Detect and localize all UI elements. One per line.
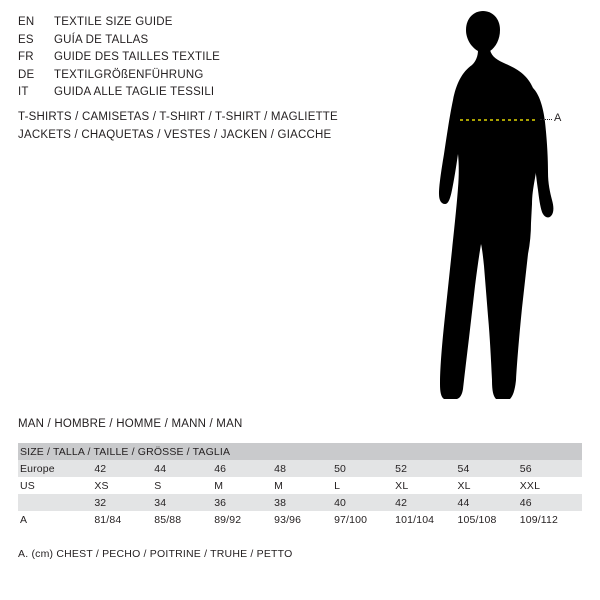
table-cell: 36 (214, 494, 274, 511)
table-cell: 56 (520, 460, 582, 477)
language-code: ES (18, 33, 34, 46)
table-cell: 40 (334, 494, 395, 511)
language-code: DE (18, 68, 35, 81)
table-row (18, 511, 582, 528)
table-cell: XS (94, 477, 154, 494)
table-cell: 42 (94, 460, 154, 477)
table-cell: L (334, 477, 395, 494)
table-cell: 89/92 (214, 511, 274, 528)
table-cell: 42 (395, 494, 457, 511)
row-label (18, 494, 94, 511)
table-cell: XL (457, 477, 519, 494)
table-cell: M (214, 477, 274, 494)
table-cell: 52 (395, 460, 457, 477)
language-row (18, 34, 358, 52)
figure-illustration (400, 8, 600, 408)
table-cell: 54 (457, 460, 519, 477)
table-cell: 44 (457, 494, 519, 511)
language-row (18, 69, 358, 87)
table-cell: 85/88 (154, 511, 214, 528)
row-label: A (18, 511, 94, 528)
language-row (18, 86, 358, 104)
language-title: GUÍA DE TALLAS (54, 33, 149, 46)
language-list (18, 16, 358, 104)
table-cell: 97/100 (334, 511, 395, 528)
table-cell: 50 (334, 460, 395, 477)
table-cell: 46 (214, 460, 274, 477)
language-code: IT (18, 86, 29, 98)
table-cell: 101/104 (395, 511, 457, 528)
measure-marker-label: A (554, 112, 562, 124)
footnote-chest: A. (cm) CHEST / PECHO / POITRINE / TRUHE / PETTO (18, 548, 293, 560)
language-title: TEXTILE SIZE GUIDE (54, 16, 173, 28)
table-cell: 48 (274, 460, 334, 477)
table-cell: 93/96 (274, 511, 334, 528)
table-cell: 81/84 (94, 511, 154, 528)
row-label: US (18, 477, 94, 494)
language-code: EN (18, 16, 35, 28)
language-title: TEXTILGRÖßENFÜHRUNG (54, 68, 204, 81)
table-row (18, 494, 582, 511)
table-header-label: SIZE / TALLA / TAILLE / GRÖSSE / TAGLIA (18, 443, 582, 460)
row-label: Europe (18, 460, 94, 477)
table-cell: M (274, 477, 334, 494)
category-list (18, 111, 438, 147)
table-cell: 105/108 (457, 511, 519, 528)
table-row (18, 477, 582, 494)
language-title: GUIDE DES TAILLES TEXTILE (54, 51, 221, 63)
table-cell: XXL (520, 477, 582, 494)
table-cell: 32 (94, 494, 154, 511)
table-header-row (18, 443, 582, 460)
table-cell: 34 (154, 494, 214, 511)
table-cell: 38 (274, 494, 334, 511)
table-cell: 46 (520, 494, 582, 511)
language-row (18, 16, 358, 34)
size-table (18, 443, 582, 528)
language-code: FR (18, 51, 34, 63)
table-cell: XL (395, 477, 457, 494)
table-cell: S (154, 477, 214, 494)
male-body-silhouette-icon (400, 8, 600, 408)
section-heading-man: MAN / HOMBRE / HOMME / MANN / MAN (18, 418, 243, 430)
table-cell: 44 (154, 460, 214, 477)
table-row (18, 460, 582, 477)
dotted-leader-icon (540, 119, 552, 120)
language-row (18, 51, 358, 69)
language-title: GUIDA ALLE TAGLIE TESSILI (54, 86, 215, 98)
category-line-jackets: JACKETS / CHAQUETAS / VESTES / JACKEN / GIACCHE (18, 129, 332, 141)
table-cell: 109/112 (520, 511, 582, 528)
category-line-tshirts: T-SHIRTS / CAMISETAS / T-SHIRT / T-SHIRT / MAGLIETTE (18, 111, 338, 123)
